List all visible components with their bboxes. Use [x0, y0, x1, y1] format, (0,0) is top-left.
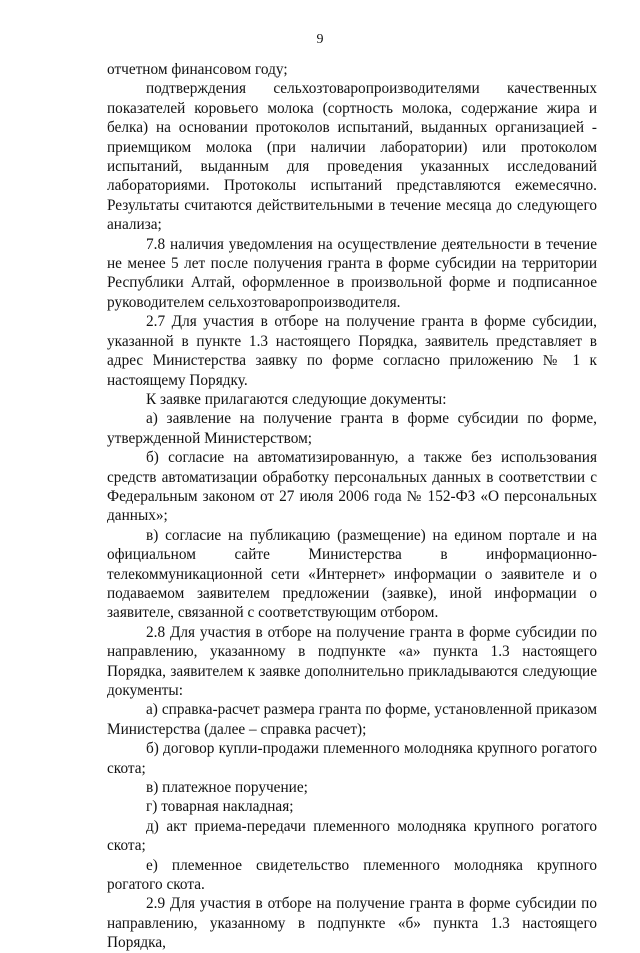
list-item: г) товарная накладная; — [146, 798, 294, 816]
paragraph: 2.8 Для участия в отборе на получение гранта в форме субсидии по направлению, указанному в подпункте «а» пункта 1.3 настоящего Порядка, заявителем к заявке дополнительно прикладываются следующие документы: — [107, 623, 597, 699]
paragraph: отчетном финансовом году; — [107, 61, 288, 78]
paragraph: 7.8 наличия уведомления на осуществление деятельности в течение не менее 5 лет после получения гранта в форме субсидии на территории Республики Алтай, оформленное в произвольной форме и подписанное руководителем сельхозтоваропроизводителя. — [107, 235, 597, 311]
list-item: а) заявление на получение гранта в форме субсидии по форме, утвержденной Министерством; — [107, 410, 597, 447]
list-item: е) племенное свидетельство племенного молодняка крупного рогатого скота. — [107, 856, 597, 894]
list-item: б) согласие на автоматизированную, а также без использования средств автоматизации обработку персональных данных в соответствии с Федеральным законом от 27 июля 2006 года № 152-ФЗ «О персональных данных»; — [107, 449, 597, 525]
paragraph: подтверждения сельхозтоваропроизводителями качественных показателей коровьего молока (сортность молока, содержание жира и белка) на основании протоколов испытаний, выданных организацией - приемщиком молока (при наличии лаборатории) или протоколом испытаний, выданным для проведения указанных исследований лабораториями. Протоколы испытаний представляются ежемесячно. Результаты считаются действительными в течение месяца до следующего анализа; — [107, 80, 597, 234]
paragraph: 2.7 Для участия в отборе на получение гранта в форме субсидии, указанной в пункте 1.3 настоящего Порядка, заявитель представляет в адрес Министерства заявку по форме согласно приложению № 1 к настоящему Порядку. — [107, 313, 597, 389]
list-item: б) договор купли-продажи племенного молодняка крупного рогатого скота; — [107, 740, 597, 777]
list-item: а) справка-расчет размера гранта по форме, установленной приказом Министерства (далее – справка расчет); — [107, 701, 597, 738]
document-body — [107, 60, 597, 953]
page-number: 9 — [316, 32, 324, 47]
paragraph: 2.9 Для участия в отборе на получение гранта в форме субсидии по направлению, указанному в подпункте «б» пункта 1.3 настоящего Порядка, — [107, 895, 597, 952]
paragraph: К заявке прилагаются следующие документы: — [146, 390, 447, 408]
list-item: д) акт приема-передачи племенного молодняка крупного рогатого скота; — [107, 817, 597, 855]
list-item: в) платежное поручение; — [146, 779, 308, 797]
list-item: в) согласие на публикацию (размещение) на едином портале и на официальном сайте Министерства в информационно-телекоммуникационной сети «Интернет» информации о заявителе и о подаваемом заявителем предложении (заявке), иной информации о заявителе, связанной с соответствующим отбором. — [107, 526, 597, 622]
